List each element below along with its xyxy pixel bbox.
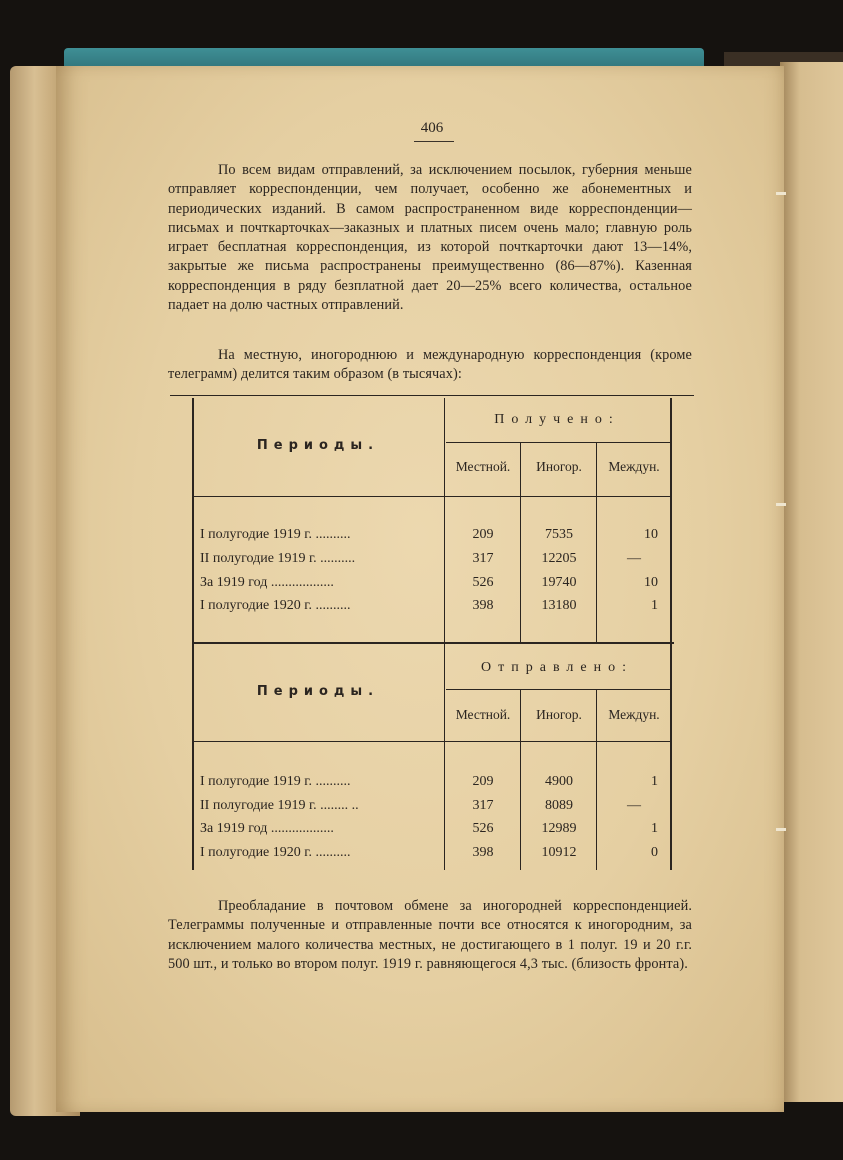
table-row-period: За 1919 год ..................: [200, 821, 334, 836]
page-number-rule: [414, 141, 454, 142]
column-header-local: Местной.: [455, 707, 511, 722]
paragraph-1: По всем видам отправлений, за исключением посылок, губерния меньше отправляет корреспонденции, чем получает, особенно же абонементных и периодических изданий. В самом распространенном виде корреспонденции—письмах и почткарточках—заказных и платных писем очень мало; главную роль играет бесплатная корреспонденция, из которой почткарточки дают 13—14%, закрытые же письма распространены преимущественно (86—87%). Казенная корреспонденция в ряду безплатной дает 20—25% всего количества, остальное падает на долю частных отправлений.: [168, 162, 692, 314]
paragraph-3: Преобладание в почтовом обмене за иногородней корреспонденцией. Телеграммы полученные и отправленные почти все относятся к иногородним, за исключением малого количества местных, не достигающего в 1 полуг. 19 и 20 г.г. 500 шт., и только во втором полуг. 1919 г. равняющегося 4,3 тыс. (близость фронта).: [168, 898, 692, 972]
sent-group-header: Отправлено:: [481, 660, 633, 675]
table-row-period: I полугодие 1920 г. ..........: [200, 845, 351, 860]
sent-table: [192, 644, 672, 870]
paragraph-2: На местную, иногороднюю и международную корреспонденция (кроме телеграмм) делится таким образом (в тысячах):: [168, 347, 692, 383]
table-cell: —: [627, 798, 641, 813]
header-bottom-rule: [194, 741, 670, 742]
table-row-period: II полугодие 1919 г. ..........: [200, 551, 356, 566]
table-cell: 7535: [545, 527, 573, 542]
column-divider: [520, 443, 521, 642]
column-header-local: Местной.: [455, 459, 511, 474]
table-cell: 209: [472, 774, 494, 789]
page-number: 406: [420, 120, 444, 136]
table-row-period: I полугодие 1919 г. ..........: [200, 774, 351, 789]
table-cell: 0: [651, 845, 658, 860]
received-table: [192, 398, 672, 642]
table-frame-left: [192, 644, 194, 870]
table-row-period: За 1919 год ..................: [200, 575, 334, 590]
table-cell: 1: [651, 774, 658, 789]
periods-header: Периоды.: [256, 684, 380, 699]
table-cell: 317: [472, 551, 494, 566]
table-cell: 13180: [541, 598, 577, 613]
table-cell: 12205: [541, 551, 577, 566]
table-row-period: II полугодие 1919 г. ........ ..: [200, 798, 359, 813]
table-top-rule: [170, 395, 694, 396]
table-cell: 398: [472, 598, 494, 613]
column-divider: [596, 690, 597, 870]
table-row-period: I полугодие 1920 г. ..........: [200, 598, 351, 613]
table-cell: —: [627, 551, 641, 566]
group-header-rule: [446, 442, 670, 443]
group-header-rule: [446, 689, 670, 690]
column-divider: [444, 644, 445, 870]
table-cell: 209: [472, 527, 494, 542]
table-frame-right: [670, 398, 672, 642]
column-divider: [520, 690, 521, 870]
table-frame-left: [192, 398, 194, 642]
header-bottom-rule: [194, 496, 670, 497]
column-divider: [444, 398, 445, 642]
periods-header: Периоды.: [256, 438, 380, 453]
table-cell: 19740: [541, 575, 577, 590]
column-header-intercity: Иногор.: [536, 707, 582, 722]
column-header-international: Междун.: [608, 707, 660, 722]
table-cell: 1: [651, 598, 658, 613]
table-cell: 8089: [545, 798, 573, 813]
table-row-period: I полугодие 1919 г. ..........: [200, 527, 351, 542]
table-cell: 398: [472, 845, 494, 860]
column-header-international: Междун.: [608, 459, 660, 474]
received-group-header: Получено:: [494, 412, 620, 427]
table-cell: 4900: [545, 774, 573, 789]
table-frame-right: [670, 644, 672, 870]
table-cell: 317: [472, 798, 494, 813]
table-cell: 10: [644, 575, 658, 590]
column-header-intercity: Иногор.: [536, 459, 582, 474]
table-cell: 526: [472, 821, 494, 836]
table-cell: 10: [644, 527, 658, 542]
table-cell: 12989: [541, 821, 577, 836]
table-cell: 10912: [541, 845, 577, 860]
table-cell: 1: [651, 821, 658, 836]
column-divider: [596, 443, 597, 642]
table-cell: 526: [472, 575, 494, 590]
